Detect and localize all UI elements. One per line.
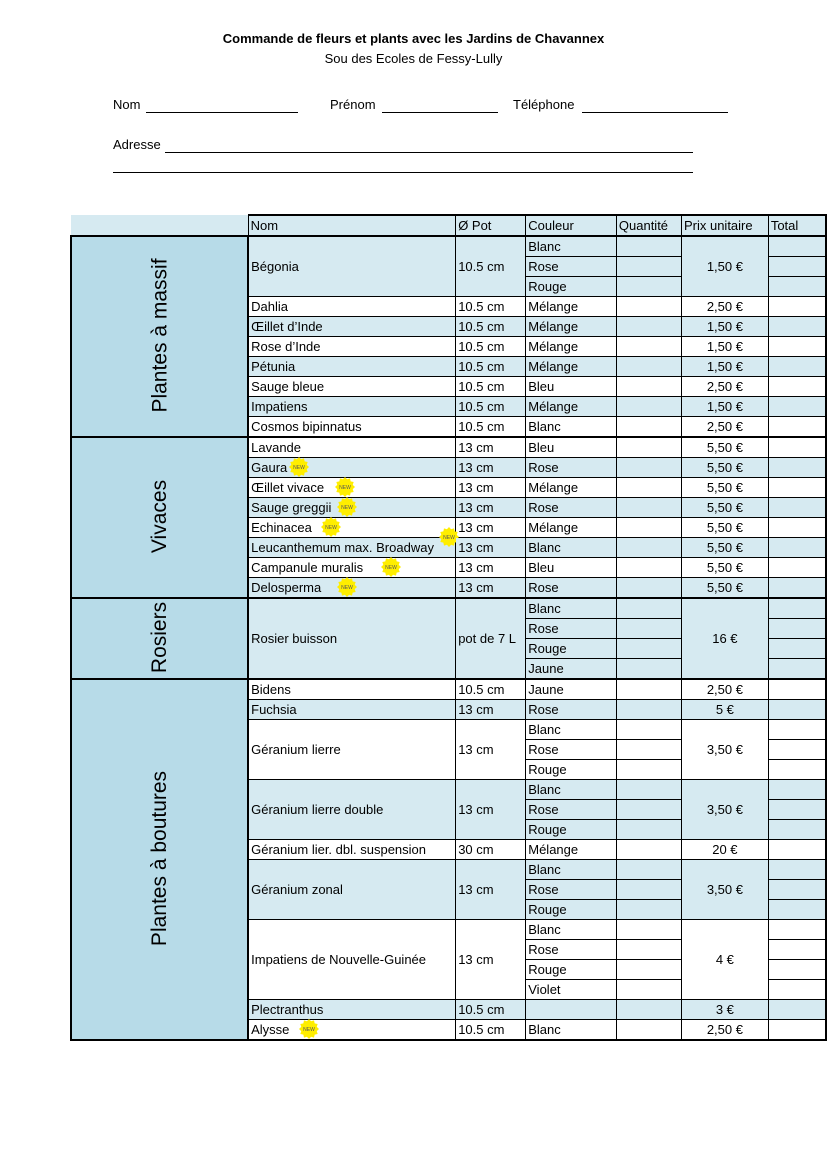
table-row xyxy=(71,679,826,700)
product-name xyxy=(248,720,456,780)
total-cell[interactable] xyxy=(768,700,826,720)
nom-label: Nom xyxy=(113,97,141,112)
unit-price: 1,50 € xyxy=(681,236,768,297)
quantity-input[interactable] xyxy=(616,820,681,840)
product-name xyxy=(248,1020,456,1041)
color-cell: Bleu xyxy=(526,377,617,397)
product-name-text: Œillet d’Inde xyxy=(251,319,323,334)
total-cell[interactable] xyxy=(768,800,826,820)
quantity-input[interactable] xyxy=(616,578,681,599)
total-cell[interactable] xyxy=(768,257,826,277)
total-cell[interactable] xyxy=(768,940,826,960)
product-name-text: Sauge greggii xyxy=(251,500,332,515)
category-label: Plantes à massif xyxy=(148,258,172,413)
product-name xyxy=(248,518,456,538)
color-cell: Mélange xyxy=(526,397,617,417)
new-badge-icon xyxy=(337,497,357,517)
adresse-field-line-2[interactable] xyxy=(113,172,693,173)
color-cell: Mélange xyxy=(526,357,617,377)
new-badge-label: NEW xyxy=(341,505,353,512)
new-badge-icon xyxy=(337,577,357,597)
pot-size: 13 cm xyxy=(456,437,526,458)
new-badge-label: NEW xyxy=(339,485,351,492)
unit-price: 5,50 € xyxy=(681,437,768,458)
product-name-text: Géranium lierre double xyxy=(251,802,384,817)
quantity-input[interactable] xyxy=(616,417,681,438)
product-name xyxy=(248,478,456,498)
pot-size: 10.5 cm xyxy=(456,417,526,438)
color-cell: Rose xyxy=(526,940,617,960)
total-cell[interactable] xyxy=(768,236,826,257)
new-badge-label: NEW xyxy=(303,1027,315,1034)
quantity-input[interactable] xyxy=(616,700,681,720)
pot-size: 10.5 cm xyxy=(456,297,526,317)
pot-size: 10.5 cm xyxy=(456,1020,526,1041)
quantity-input[interactable] xyxy=(616,498,681,518)
pot-size: 10.5 cm xyxy=(456,679,526,700)
color-cell: Rose xyxy=(526,880,617,900)
product-name-text: Impatiens xyxy=(251,399,308,414)
quantity-input[interactable] xyxy=(616,639,681,659)
color-cell: Blanc xyxy=(526,538,617,558)
product-name-text: Pétunia xyxy=(251,359,296,374)
total-cell[interactable] xyxy=(768,498,826,518)
quantity-input[interactable] xyxy=(616,619,681,639)
pot-size: 13 cm xyxy=(456,498,526,518)
column-header: Couleur xyxy=(526,215,617,236)
quantity-input[interactable] xyxy=(616,598,681,619)
unit-price: 2,50 € xyxy=(681,377,768,397)
total-cell[interactable] xyxy=(768,900,826,920)
total-cell[interactable] xyxy=(768,598,826,619)
color-cell: Mélange xyxy=(526,317,617,337)
pot-size: 13 cm xyxy=(456,478,526,498)
product-name-text: Cosmos bipinnatus xyxy=(251,419,362,434)
product-name-text: Leucanthemum max. Broadway xyxy=(251,540,434,555)
product-name xyxy=(248,578,456,599)
unit-price: 5,50 € xyxy=(681,558,768,578)
order-table xyxy=(70,214,827,1041)
total-cell[interactable] xyxy=(768,639,826,659)
product-name-text: Alysse xyxy=(251,1022,290,1037)
product-name xyxy=(248,840,456,860)
quantity-input[interactable] xyxy=(616,357,681,377)
pot-size: 13 cm xyxy=(456,860,526,920)
new-badge-icon xyxy=(289,457,309,477)
total-cell[interactable] xyxy=(768,679,826,700)
header-corner xyxy=(71,215,248,236)
unit-price: 1,50 € xyxy=(681,317,768,337)
pot-size: 10.5 cm xyxy=(456,357,526,377)
product-name-text: Géranium zonal xyxy=(251,882,343,897)
category-cell xyxy=(71,679,248,1040)
color-cell: Blanc xyxy=(526,598,617,619)
product-name-text: Œillet vivace xyxy=(251,480,325,495)
unit-price: 5 € xyxy=(681,700,768,720)
new-badge-label: NEW xyxy=(341,585,353,592)
product-name xyxy=(248,337,456,357)
new-badge-icon xyxy=(299,1019,319,1039)
adresse-field[interactable] xyxy=(165,152,693,153)
product-name-text: Bégonia xyxy=(251,259,299,274)
product-name xyxy=(248,1000,456,1020)
color-cell: Blanc xyxy=(526,860,617,880)
product-name-text: Plectranthus xyxy=(251,1002,324,1017)
total-cell[interactable] xyxy=(768,820,826,840)
unit-price: 2,50 € xyxy=(681,679,768,700)
product-name xyxy=(248,920,456,1000)
total-cell[interactable] xyxy=(768,337,826,357)
color-cell: Mélange xyxy=(526,337,617,357)
total-cell[interactable] xyxy=(768,518,826,538)
category-cell xyxy=(71,598,248,679)
unit-price: 5,50 € xyxy=(681,578,768,599)
quantity-input[interactable] xyxy=(616,740,681,760)
color-cell: Rouge xyxy=(526,277,617,297)
color-cell: Violet xyxy=(526,980,617,1000)
new-badge-label: NEW xyxy=(325,525,337,532)
total-cell[interactable] xyxy=(768,417,826,438)
prenom-field[interactable] xyxy=(382,112,498,113)
unit-price: 5,50 € xyxy=(681,538,768,558)
category-label: Vivaces xyxy=(148,479,172,554)
quantity-input[interactable] xyxy=(616,900,681,920)
new-badge-icon xyxy=(321,517,341,537)
total-cell[interactable] xyxy=(768,860,826,880)
color-cell xyxy=(526,1000,617,1020)
product-name xyxy=(248,377,456,397)
page-title: Commande de fleurs et plants avec les Jardins de Chavannex xyxy=(222,31,605,46)
column-header: Prix unitaire xyxy=(681,215,768,236)
table-row xyxy=(71,236,826,257)
total-cell[interactable] xyxy=(768,960,826,980)
column-header: Quantité xyxy=(616,215,681,236)
quantity-input[interactable] xyxy=(616,257,681,277)
pot-size: 13 cm xyxy=(456,720,526,780)
pot-size: 13 cm xyxy=(456,458,526,478)
color-cell: Rose xyxy=(526,800,617,820)
pot-size: pot de 7 L xyxy=(456,598,526,679)
product-name-text: Delosperma xyxy=(251,580,322,595)
pot-size: 13 cm xyxy=(456,920,526,1000)
color-cell: Mélange xyxy=(526,840,617,860)
color-cell: Rose xyxy=(526,740,617,760)
product-name-text: Bidens xyxy=(251,682,291,697)
quantity-input[interactable] xyxy=(616,478,681,498)
quantity-input[interactable] xyxy=(616,236,681,257)
product-name xyxy=(248,397,456,417)
quantity-input[interactable] xyxy=(616,880,681,900)
product-name-text: Lavande xyxy=(251,440,302,455)
quantity-input[interactable] xyxy=(616,679,681,700)
category-label: Rosiers xyxy=(148,601,172,674)
color-cell: Mélange xyxy=(526,297,617,317)
quantity-input[interactable] xyxy=(616,458,681,478)
prenom-label: Prénom xyxy=(330,97,376,112)
color-cell: Bleu xyxy=(526,558,617,578)
pot-size: 13 cm xyxy=(456,578,526,599)
quantity-input[interactable] xyxy=(616,980,681,1000)
total-cell[interactable] xyxy=(768,659,826,680)
new-badge-label: NEW xyxy=(293,465,305,472)
product-name xyxy=(248,860,456,920)
color-cell: Rose xyxy=(526,619,617,639)
color-cell: Blanc xyxy=(526,1020,617,1041)
unit-price: 1,50 € xyxy=(681,357,768,377)
column-header: Ø Pot xyxy=(456,215,526,236)
product-name xyxy=(248,458,456,478)
column-header: Nom xyxy=(248,215,456,236)
product-name-text: Fuchsia xyxy=(251,702,297,717)
product-name xyxy=(248,317,456,337)
total-cell[interactable] xyxy=(768,780,826,800)
color-cell: Mélange xyxy=(526,478,617,498)
total-cell[interactable] xyxy=(768,297,826,317)
adresse-label: Adresse xyxy=(113,137,161,152)
color-cell: Rouge xyxy=(526,760,617,780)
pot-size: 30 cm xyxy=(456,840,526,860)
quantity-input[interactable] xyxy=(616,377,681,397)
quantity-input[interactable] xyxy=(616,780,681,800)
quantity-input[interactable] xyxy=(616,518,681,538)
unit-price: 5,50 € xyxy=(681,478,768,498)
color-cell: Rose xyxy=(526,498,617,518)
unit-price: 3,50 € xyxy=(681,860,768,920)
unit-price: 1,50 € xyxy=(681,397,768,417)
new-badge-icon xyxy=(335,477,355,497)
unit-price: 4 € xyxy=(681,920,768,1000)
color-cell: Blanc xyxy=(526,236,617,257)
total-cell[interactable] xyxy=(768,840,826,860)
product-name xyxy=(248,535,456,558)
color-cell: Blanc xyxy=(526,780,617,800)
color-cell: Rouge xyxy=(526,900,617,920)
quantity-input[interactable] xyxy=(616,659,681,680)
product-name-text: Impatiens de Nouvelle-Guinée xyxy=(251,952,427,967)
quantity-input[interactable] xyxy=(616,840,681,860)
quantity-input[interactable] xyxy=(616,538,681,558)
unit-price: 2,50 € xyxy=(681,1020,768,1041)
unit-price: 2,50 € xyxy=(681,417,768,438)
total-cell[interactable] xyxy=(768,619,826,639)
color-cell: Rouge xyxy=(526,820,617,840)
total-cell[interactable] xyxy=(768,760,826,780)
pot-size: 13 cm xyxy=(456,780,526,840)
product-name-text: Rose d’Inde xyxy=(251,339,321,354)
quantity-input[interactable] xyxy=(616,1000,681,1020)
column-header: Total xyxy=(768,215,826,236)
product-name xyxy=(248,700,456,720)
unit-price: 3,50 € xyxy=(681,720,768,780)
pot-size: 10.5 cm xyxy=(456,397,526,417)
new-badge-icon xyxy=(381,557,401,577)
color-cell: Rose xyxy=(526,700,617,720)
quantity-input[interactable] xyxy=(616,297,681,317)
pot-size: 10.5 cm xyxy=(456,1000,526,1020)
product-name xyxy=(248,498,456,518)
unit-price: 5,50 € xyxy=(681,518,768,538)
total-cell[interactable] xyxy=(768,578,826,599)
table-row xyxy=(71,437,826,458)
total-cell[interactable] xyxy=(768,880,826,900)
total-cell[interactable] xyxy=(768,558,826,578)
unit-price: 3,50 € xyxy=(681,780,768,840)
color-cell: Bleu xyxy=(526,437,617,458)
quantity-input[interactable] xyxy=(616,940,681,960)
pot-size: 10.5 cm xyxy=(456,317,526,337)
product-name xyxy=(248,780,456,840)
product-name-text: Campanule muralis xyxy=(251,560,364,575)
color-cell: Blanc xyxy=(526,720,617,740)
nom-field[interactable] xyxy=(146,112,298,113)
color-cell: Rose xyxy=(526,578,617,599)
total-cell[interactable] xyxy=(768,1000,826,1020)
category-cell xyxy=(71,236,248,437)
unit-price: 20 € xyxy=(681,840,768,860)
new-badge-label: NEW xyxy=(443,535,455,542)
telephone-field[interactable] xyxy=(582,112,728,113)
unit-price: 1,50 € xyxy=(681,337,768,357)
color-cell: Blanc xyxy=(526,920,617,940)
total-cell[interactable] xyxy=(768,377,826,397)
product-name xyxy=(248,297,456,317)
total-cell[interactable] xyxy=(768,357,826,377)
color-cell: Jaune xyxy=(526,659,617,680)
total-cell[interactable] xyxy=(768,397,826,417)
total-cell[interactable] xyxy=(768,317,826,337)
quantity-input[interactable] xyxy=(616,437,681,458)
total-cell[interactable] xyxy=(768,980,826,1000)
product-name-text: Rosier buisson xyxy=(251,631,338,646)
quantity-input[interactable] xyxy=(616,317,681,337)
quantity-input[interactable] xyxy=(616,920,681,940)
total-cell[interactable] xyxy=(768,920,826,940)
new-badge-label: NEW xyxy=(385,565,397,572)
quantity-input[interactable] xyxy=(616,860,681,880)
product-name-text: Dahlia xyxy=(251,299,288,314)
product-name xyxy=(248,679,456,700)
product-name-text: Géranium lier. dbl. suspension xyxy=(251,842,426,857)
category-cell xyxy=(71,437,248,598)
table-row xyxy=(71,598,826,619)
product-name xyxy=(248,236,456,297)
total-cell[interactable] xyxy=(768,277,826,297)
pot-size: 13 cm xyxy=(456,700,526,720)
page-subtitle: Sou des Ecoles de Fessy-Lully xyxy=(324,51,503,66)
product-name-text: Géranium lierre xyxy=(251,742,341,757)
color-cell: Rose xyxy=(526,458,617,478)
color-cell: Rose xyxy=(526,257,617,277)
quantity-input[interactable] xyxy=(616,558,681,578)
category-label: Plantes à boutures xyxy=(148,770,172,947)
total-cell[interactable] xyxy=(768,437,826,458)
unit-price: 3 € xyxy=(681,1000,768,1020)
total-cell[interactable] xyxy=(768,458,826,478)
color-cell: Jaune xyxy=(526,679,617,700)
total-cell[interactable] xyxy=(768,1020,826,1041)
color-cell: Mélange xyxy=(526,518,617,538)
quantity-input[interactable] xyxy=(616,337,681,357)
quantity-input[interactable] xyxy=(616,960,681,980)
product-name-text: Gaura xyxy=(251,460,288,475)
product-name xyxy=(248,357,456,377)
unit-price: 2,50 € xyxy=(681,297,768,317)
total-cell[interactable] xyxy=(768,720,826,740)
pot-size: 13 cm xyxy=(456,518,526,538)
quantity-input[interactable] xyxy=(616,1020,681,1041)
pot-size: 13 cm xyxy=(456,538,526,558)
quantity-input[interactable] xyxy=(616,760,681,780)
unit-price: 16 € xyxy=(681,598,768,679)
table-header-row xyxy=(71,215,826,236)
product-name xyxy=(248,558,456,578)
pot-size: 10.5 cm xyxy=(456,236,526,297)
total-cell[interactable] xyxy=(768,740,826,760)
pot-size: 10.5 cm xyxy=(456,377,526,397)
pot-size: 10.5 cm xyxy=(456,337,526,357)
product-name xyxy=(248,598,456,679)
product-name-text: Echinacea xyxy=(251,520,312,535)
color-cell: Rouge xyxy=(526,639,617,659)
telephone-label: Téléphone xyxy=(513,97,575,112)
quantity-input[interactable] xyxy=(616,720,681,740)
unit-price: 5,50 € xyxy=(681,458,768,478)
pot-size: 13 cm xyxy=(456,558,526,578)
product-name-text: Sauge bleue xyxy=(251,379,325,394)
unit-price: 5,50 € xyxy=(681,498,768,518)
color-cell: Blanc xyxy=(526,417,617,438)
total-cell[interactable] xyxy=(768,478,826,498)
total-cell[interactable] xyxy=(768,538,826,558)
quantity-input[interactable] xyxy=(616,277,681,297)
product-name xyxy=(248,417,456,438)
quantity-input[interactable] xyxy=(616,397,681,417)
product-name xyxy=(248,437,456,458)
quantity-input[interactable] xyxy=(616,800,681,820)
color-cell: Rouge xyxy=(526,960,617,980)
